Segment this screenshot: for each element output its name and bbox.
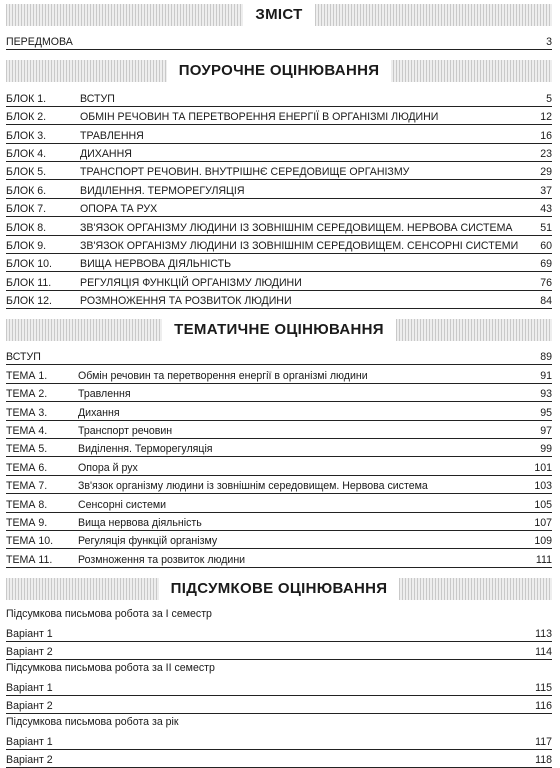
toc-page-number: 76 (540, 276, 552, 289)
toc-page-number: 5 (546, 92, 552, 105)
toc-entry-text: ВИДІЛЕННЯ. ТЕРМОРЕГУЛЯЦІЯ (80, 184, 245, 197)
toc-entry-label: ТЕМА 2. (6, 388, 48, 401)
toc-page-number: 114 (535, 645, 552, 658)
toc-entry-label: ТЕМА 6. (6, 461, 48, 474)
toc-page-number: 29 (540, 166, 552, 179)
toc-entry-block[interactable] (6, 162, 552, 180)
toc-page-number: 111 (535, 553, 552, 566)
toc-entry-label: БЛОК 1. (6, 92, 47, 105)
toc-entry-block[interactable] (6, 180, 552, 198)
toc-entry-label: ТЕМА 1. (6, 369, 48, 382)
toc-entry-topic[interactable] (6, 476, 552, 494)
toc-entry-block[interactable] (6, 291, 552, 309)
section-banner-lesson-assessment (6, 60, 552, 82)
toc-entry-text: Регуляція функцій організму (78, 535, 218, 548)
toc-entry-label: БЛОК 8. (6, 221, 47, 234)
toc-entry-topic[interactable] (6, 494, 552, 512)
toc-page-number: 91 (540, 369, 552, 382)
toc-entry-text: Варіант 2 (6, 700, 53, 713)
contents-title: ЗМІСТ (243, 4, 314, 26)
toc-page-number: 118 (535, 754, 552, 767)
toc-entry-topic[interactable] (6, 384, 552, 402)
toc-entry-text: Варіант 1 (6, 627, 53, 640)
toc-entry-text: Травлення (78, 388, 131, 401)
toc-entry-text: ЗВ'ЯЗОК ОРГАНІЗМУ ЛЮДИНИ ІЗ ЗОВНІШНІМ СЕРЕДОВИЩЕМ. НЕРВОВА СИСТЕМА (80, 221, 513, 234)
toc-entry-topic[interactable] (6, 439, 552, 457)
toc-page-number: 115 (535, 681, 552, 694)
toc-entry-label: БЛОК 3. (6, 129, 47, 142)
toc-page-number: 117 (535, 735, 552, 748)
toc-entry-topic[interactable] (6, 513, 552, 531)
toc-entry-variant[interactable] (6, 732, 552, 750)
toc-group-heading: Підсумкова письмова робота за І семестр (6, 607, 212, 620)
toc-entry-text: ПЕРЕДМОВА (6, 36, 73, 49)
toc-entry-variant[interactable] (6, 677, 552, 695)
toc-entry-variant[interactable] (6, 750, 552, 768)
toc-entry-label: БЛОК 4. (6, 147, 47, 160)
toc-page-number: 12 (540, 111, 552, 124)
toc-entry-block[interactable] (6, 88, 552, 106)
toc-entry-block[interactable] (6, 125, 552, 143)
toc-entry-text: Обмін речовин та перетворення енергії в організмі людини (78, 369, 368, 382)
toc-entry-text: ТРАВЛЕННЯ (80, 129, 144, 142)
toc-entry-variant[interactable] (6, 696, 552, 714)
toc-entry-text: Зв'язок організму людини із зовнішнім середовищем. Нервова система (78, 480, 428, 493)
toc-page-number: 37 (540, 184, 552, 197)
toc-page-number: 103 (534, 480, 552, 493)
toc-entry-label: БЛОК 2. (6, 111, 47, 124)
section-banner-final-assessment (6, 578, 552, 600)
toc-entry-block[interactable] (6, 107, 552, 125)
toc-entry-text: Варіант 1 (6, 681, 53, 694)
toc-page-number: 84 (540, 295, 552, 308)
toc-entry-text: Вища нервова діяльність (78, 516, 202, 529)
toc-entry-block[interactable] (6, 272, 552, 290)
toc-entry-label: ТЕМА 7. (6, 480, 48, 493)
toc-entry-label: БЛОК 7. (6, 203, 47, 216)
toc-page-number: 93 (540, 388, 552, 401)
section-title: ТЕМАТИЧНЕ ОЦІНЮВАННЯ (162, 319, 396, 341)
toc-page-number: 23 (540, 147, 552, 160)
toc-entry-text: Варіант 2 (6, 645, 53, 658)
toc-page-number: 3 (546, 36, 552, 49)
toc-entry-variant[interactable] (6, 623, 552, 641)
toc-entry-label: ТЕМА 10. (6, 535, 54, 548)
toc-entry-text: Транспорт речовин (78, 425, 173, 438)
toc-page-number: 105 (534, 498, 552, 511)
toc-entry-label: ТЕМА 4. (6, 425, 48, 438)
toc-entry-label: БЛОК 10. (6, 258, 52, 271)
toc-entry-block[interactable] (6, 199, 552, 217)
toc-entry-text: ДИХАННЯ (80, 147, 132, 160)
toc-entry-text: Сенсорні системи (78, 498, 167, 511)
toc-page-number: 89 (540, 351, 552, 364)
toc-entry-text: РЕГУЛЯЦІЯ ФУНКЦІЙ ОРГАНІЗМУ ЛЮДИНИ (80, 276, 302, 289)
toc-entry-topic[interactable] (6, 421, 552, 439)
toc-page-number: 99 (540, 443, 552, 456)
toc-entry-label: БЛОК 6. (6, 184, 47, 197)
toc-entry-text: Варіант 1 (6, 735, 53, 748)
toc-entry-text: РОЗМНОЖЕННЯ ТА РОЗВИТОК ЛЮДИНИ (80, 295, 292, 308)
toc-entry-intro[interactable] (6, 347, 552, 365)
toc-entry-block[interactable] (6, 254, 552, 272)
toc-entry-text: Дихання (78, 406, 120, 419)
toc-entry-block[interactable] (6, 217, 552, 235)
toc-page-number: 116 (535, 700, 552, 713)
toc-entry-variant[interactable] (6, 642, 552, 660)
toc-group-heading: Підсумкова письмова робота за рік (6, 716, 179, 729)
toc-entry-label: БЛОК 9. (6, 239, 47, 252)
toc-page-number: 43 (540, 203, 552, 216)
toc-page-number: 109 (534, 535, 552, 548)
toc-page-number: 113 (535, 627, 552, 640)
toc-entry-text: ОБМІН РЕЧОВИН ТА ПЕРЕТВОРЕННЯ ЕНЕРГІЇ В ОРГАНІЗМІ ЛЮДИНИ (80, 111, 439, 124)
toc-entry-text: Опора й рух (78, 461, 138, 474)
toc-entry-label: ТЕМА 9. (6, 516, 48, 529)
toc-page-number: 95 (540, 406, 552, 419)
toc-entry-topic[interactable] (6, 549, 552, 567)
toc-entry-label: БЛОК 12. (6, 295, 52, 308)
toc-entry-text: ВСТУП (80, 92, 115, 105)
toc-entry-text: Варіант 2 (6, 754, 53, 767)
toc-entry-topic[interactable] (6, 531, 552, 549)
toc-entry-text: Розмноження та розвиток людини (78, 553, 246, 566)
toc-entry-text: ВИЩА НЕРВОВА ДІЯЛЬНІСТЬ (80, 258, 232, 271)
toc-group-heading: Підсумкова письмова робота за ІІ семестр (6, 661, 215, 674)
toc-entry-label: ТЕМА 11. (6, 553, 53, 566)
toc-entry-topic[interactable] (6, 365, 552, 383)
contents-title-banner (6, 4, 552, 26)
toc-entry-text: ОПОРА ТА РУХ (80, 203, 158, 216)
toc-entry-label: ТЕМА 5. (6, 443, 48, 456)
section-title: ПІДСУМКОВЕ ОЦІНЮВАННЯ (159, 578, 400, 600)
toc-page-number: 97 (540, 425, 552, 438)
toc-entry-block[interactable] (6, 236, 552, 254)
toc-entry-foreword[interactable] (6, 32, 552, 50)
toc-page-number: 51 (540, 221, 552, 234)
section-banner-thematic-assessment (6, 319, 552, 341)
toc-page-number: 107 (534, 516, 552, 529)
toc-entry-text: ЗВ'ЯЗОК ОРГАНІЗМУ ЛЮДИНИ ІЗ ЗОВНІШНІМ СЕРЕДОВИЩЕМ. СЕНСОРНІ СИСТЕМИ (80, 239, 519, 252)
toc-entry-label: ТЕМА 3. (6, 406, 48, 419)
toc-entry-label: ТЕМА 8. (6, 498, 48, 511)
toc-page-number: 16 (540, 129, 552, 142)
toc-entry-text: ТРАНСПОРТ РЕЧОВИН. ВНУТРІШНЄ СЕРЕДОВИЩЕ ОРГАНІЗМУ (80, 166, 410, 179)
toc-entry-topic[interactable] (6, 457, 552, 475)
toc-page-number: 69 (540, 258, 552, 271)
section-title: ПОУРОЧНЕ ОЦІНЮВАННЯ (167, 60, 392, 82)
toc-entry-label: БЛОК 5. (6, 166, 47, 179)
toc-entry-label: БЛОК 11. (6, 276, 52, 289)
toc-entry-block[interactable] (6, 144, 552, 162)
toc-page-number: 60 (540, 239, 552, 252)
toc-entry-text: ВСТУП (6, 351, 41, 364)
toc-page-number: 101 (534, 461, 552, 474)
toc-entry-text: Виділення. Терморегуляція (78, 443, 213, 456)
toc-entry-topic[interactable] (6, 402, 552, 420)
